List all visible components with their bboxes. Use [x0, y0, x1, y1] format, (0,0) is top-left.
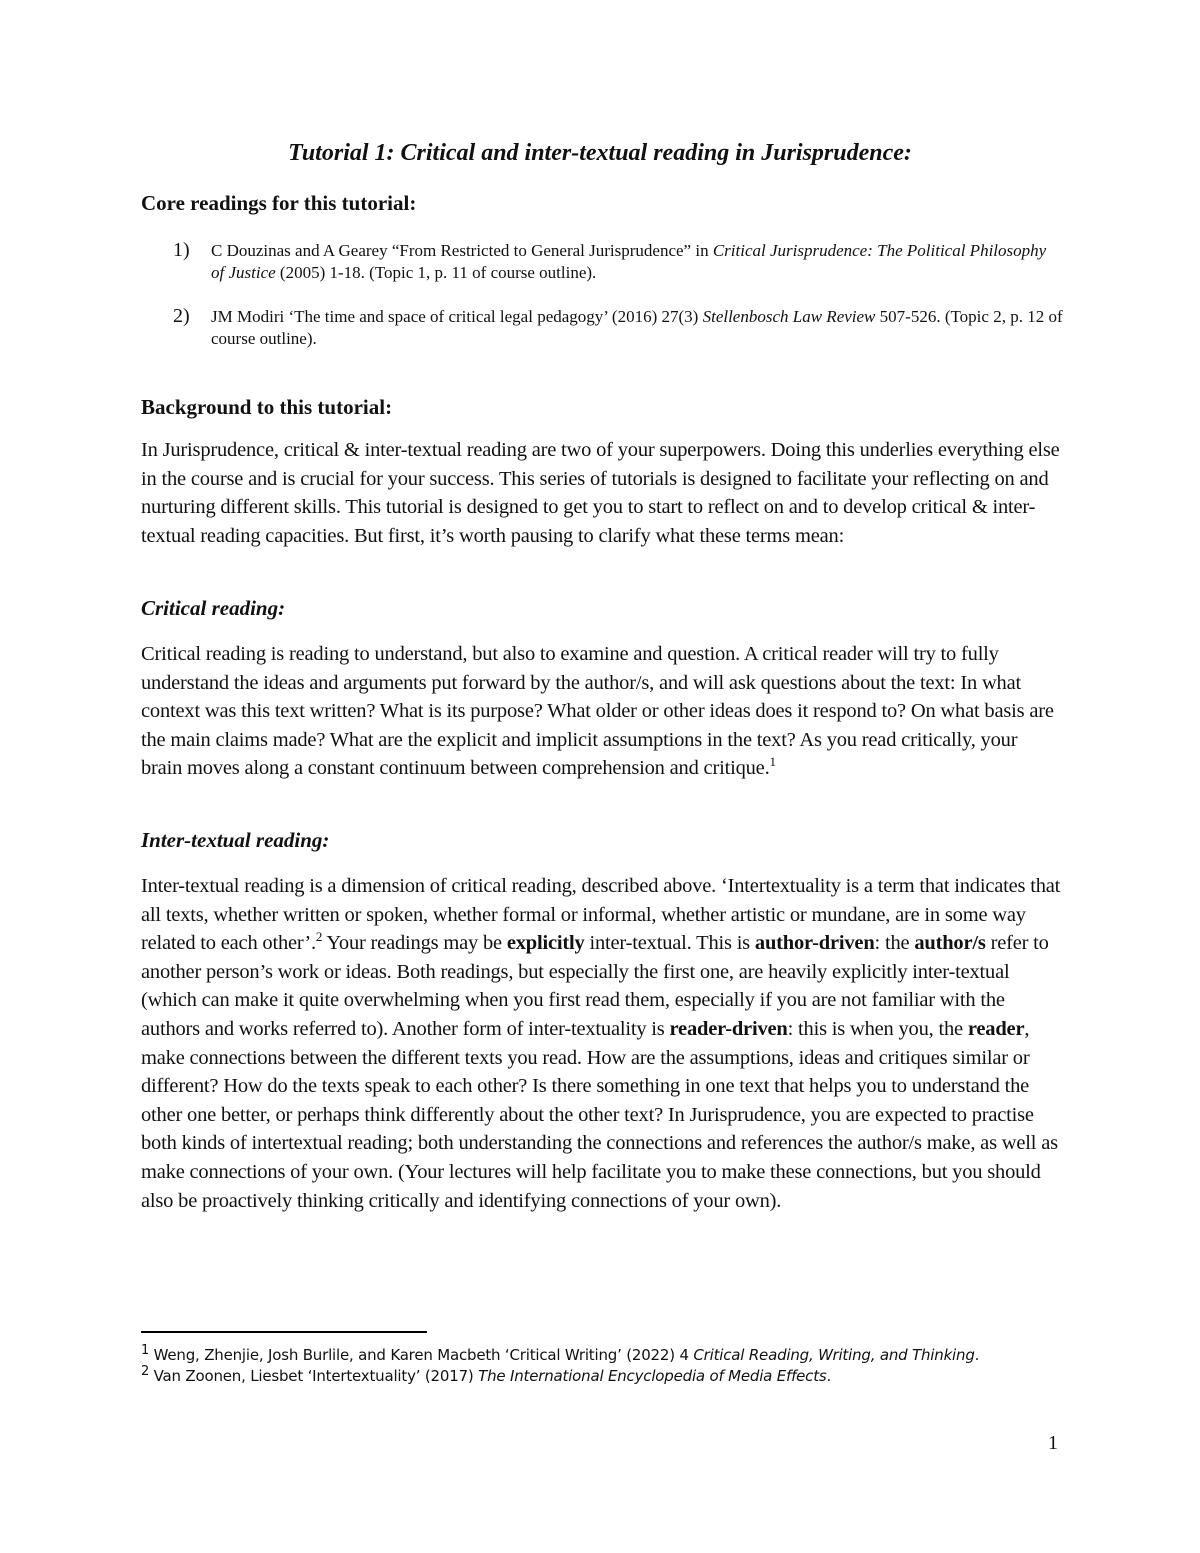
footnote-2: $^2$ Van Zoonen, Liesbet ‘Intertextuality’ (2017) The International Encyclopedia of Media Effects.: [141, 1364, 832, 1385]
reading-number: 2): [173, 305, 190, 327]
intertextual-paragraph: Inter-textual reading is a dimension of critical reading, described above. ‘Intertextuality is a term that indicates that all texts, whether written or spoken, whether formal or informal, whether artistic or mundane, are in some way related to each other’.$^2$ Your readings may be explicitly inter-textual. This is author-driven: the author/s refer to another person’s work or ideas. Both readings, but especially the first one, are heavily explicitly inter-textual (which can make it quite overwhelming when you first read them, especially if you are not familiar with the authors and works referred to). Another form of inter-textuality is reader-driven: this is when you, the reader, make connections between the different texts you read. How are the assumptions, ideas and critiques similar or different? How do the texts speak to each other? Is there something in one text that helps you to understand the other one better, or perhaps think differently about the other text? In Jurisprudence, you are expected to practise both kinds of intertextual reading; both understanding the connections and references the author/s make, as well as make connections of your own. (Your lectures will help facilitate you to make these connections, but you should also be proactively thinking critically and identifying connections of your own).: [141, 875, 1061, 1212]
footnote-1: $^1$ Weng, Zhenjie, Josh Burlile, and Karen Macbeth ‘Critical Writing’ (2022) 4 Critical Reading, Writing, and Thinking.: [141, 1343, 980, 1364]
intertextual-reading-heading: Inter-textual reading:: [141, 828, 330, 852]
critical-reading-paragraph: Critical reading is reading to understand, but also to examine and question. A critical reader will try to fully understand the ideas and arguments put forward by the author/s, and will ask questions about the text: In what context was this text written? What is its purpose? What older or other ideas does it respond to? On what basis are the main claims made? What are the explicit and implicit assumptions in the text? As you read critically, your brain moves along a constant continuum between comprehension and critique.$^1$: [141, 643, 1054, 780]
reading-item-1: [173, 240, 1063, 284]
critical-reading-heading: Critical reading:: [141, 596, 286, 620]
footnote-ref-2[interactable]: 2: [315, 929, 323, 945]
footnote-divider: [141, 1331, 427, 1333]
core-readings-heading: Core readings for this tutorial:: [141, 191, 417, 215]
reading-number: 1): [173, 239, 190, 261]
page-title: Tutorial 1: Critical and inter-textual reading in Jurisprudence:: [288, 140, 912, 166]
reading-citation: JM Modiri ‘The time and space of critical legal pedagogy’ (2016) 27(3) Stellenbosch Law Review 507-526. (Topic 2, p. 12 of course outline).: [211, 307, 1063, 348]
reading-citation: C Douzinas and A Gearey “From Restricted to General Jurisprudence” in Critical Jurisprudence: The Political Philosophy of Justice (2005) 1-18. (Topic 1, p. 11 of course outline).: [211, 241, 1047, 282]
background-heading: Background to this tutorial:: [141, 395, 393, 419]
background-paragraph: In Jurisprudence, critical & inter-textual reading are two of your superpowers. Doing this underlies everything else in the course and is crucial for your success. This series of tutorials is designed to facilitate your reflecting on and nurturing different skills. This tutorial is designed to get you to start to reflect on and to develop critical & inter-textual reading capacities. But first, it’s worth pausing to clarify what these terms mean:: [141, 439, 1060, 547]
footnote-ref-1[interactable]: 1: [769, 754, 776, 770]
page-number: 1: [1048, 1432, 1058, 1454]
footnotes: [141, 1345, 1041, 1387]
reading-item-2: [173, 306, 1063, 350]
